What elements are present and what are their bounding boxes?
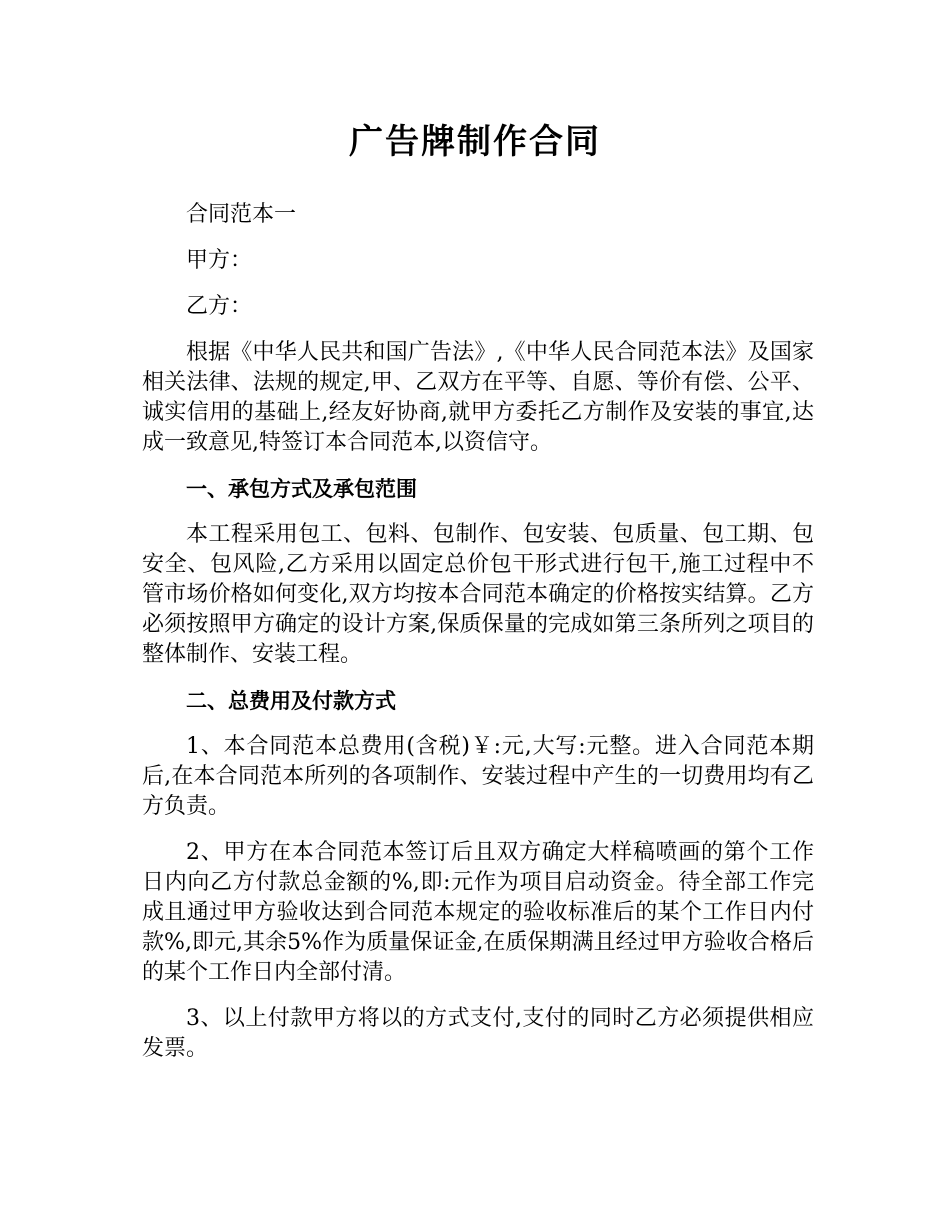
party-b-line: 乙方： — [186, 294, 253, 319]
section-heading-2: 二、总费用及付款方式 — [186, 689, 396, 713]
section-heading-1: 一、承包方式及承包范围 — [186, 477, 417, 501]
document-body — [142, 200, 814, 1080]
preamble-paragraph: 根据《中华人民共和国广告法》,《中华人民合同范本法》及国家相关法律、法规的规定,甲、乙双方在平等、自愿、等价有偿、公平、诚实信用的基础上,经友好协商,就甲方委托乙方制作及安装的事宜,达成一致意见,特签订本合同范本,以资信守。 — [142, 340, 814, 455]
section-1-paragraph: 本工程采用包工、包料、包制作、包安装、包质量、包工期、包安全、包风险,乙方采用以固定总价包干形式进行包干,施工过程中不管市场价格如何变化,双方均按本合同范本确定的价格按实结算。乙方必须按照甲方确定的设计方案,保质保量的完成如第三条所列之项目的整体制作、安装工程。 — [142, 522, 814, 667]
payment-clause-3: 3、以上付款甲方将以的方式支付,支付的同时乙方必须提供相应发票。 — [142, 1006, 814, 1061]
payment-clause-2: 2、甲方在本合同范本签订后且双方确定大样稿喷画的第个工作日内向乙方付款总金额的%,即:元作为项目启动资金。待全部工作完成且通过甲方验收达到合同范本规定的验收标准后的某个工作日内付款%,即元,其余5%作为质量保证金,在质保期满且经过甲方验收合格后的某个工作日内全部付清。 — [142, 840, 814, 985]
party-a-line: 甲方： — [186, 248, 253, 273]
document-title: 广告牌制作合同 — [349, 122, 601, 162]
contract-template-label: 合同范本一 — [186, 202, 297, 227]
payment-clause-1: 1、本合同范本总费用(含税)￥:元,大写:元整。进入合同范本期后,在本合同范本所列的各项制作、安装过程中产生的一切费用均有乙方负责。 — [142, 734, 814, 819]
